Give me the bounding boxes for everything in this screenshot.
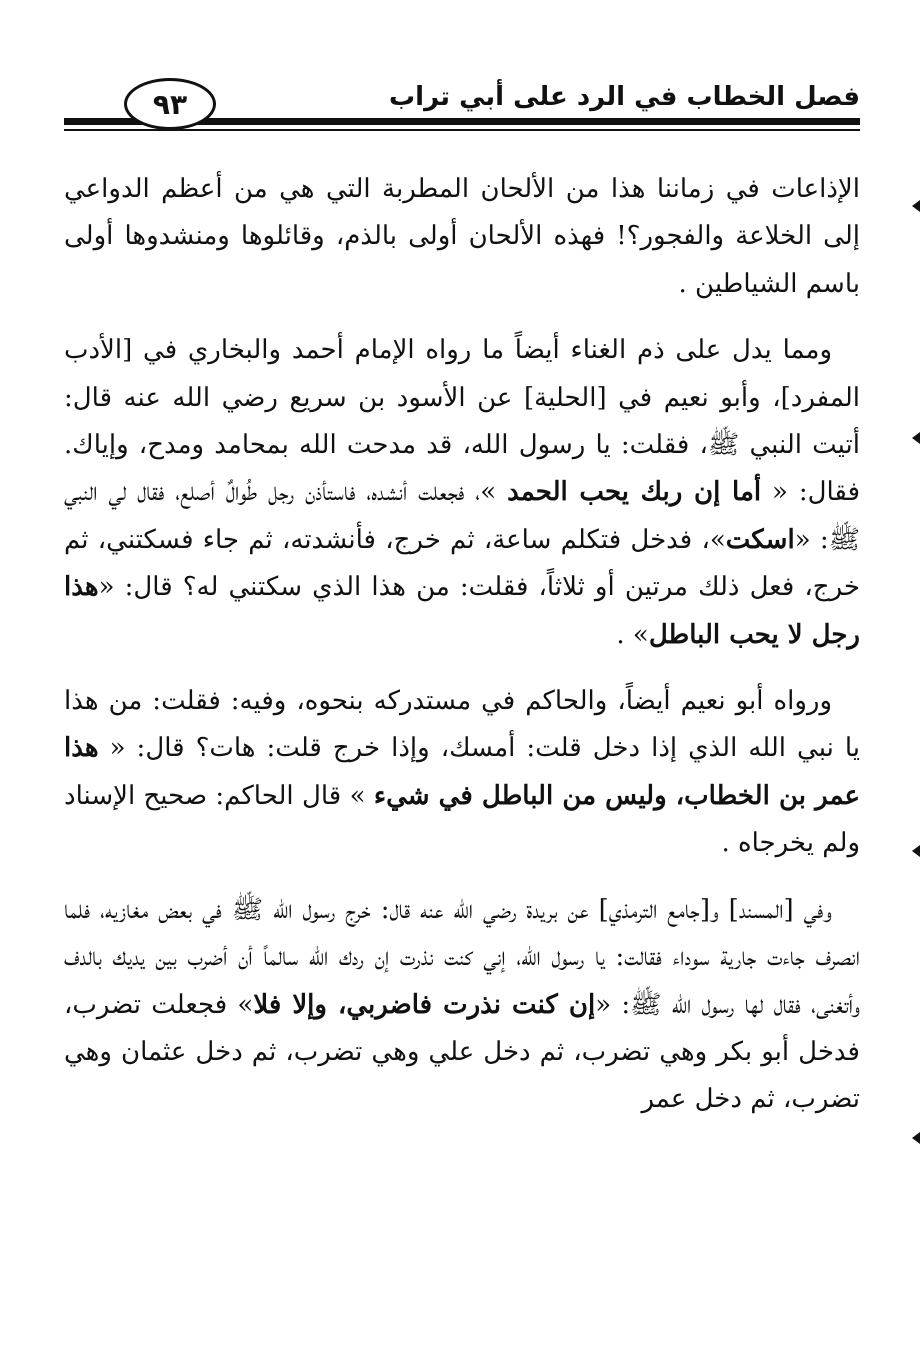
- bold-quote: إن كنت نذرت فاضربي، وإلا فلا: [253, 989, 596, 1020]
- paragraph: [64, 327, 860, 659]
- body-text: [64, 166, 860, 1143]
- text-run: ومما يدل على ذم الغناء أيضاً ما رواه الإمام أحمد والبخاري في [الأدب المفرد]، وأبو نعيم في [الحلية] عن الأسود بن سريع رضي الله عنه قال: أتيت النبي ﷺ، فقلت: يا رسول الله، قد مدحت الله بمحامد ومدح، وإياك. فقال: «: [64, 335, 860, 508]
- bold-quote: هذا رجل لا يحب الباطل: [64, 572, 860, 650]
- text-run: الإذاعات في زماننا هذا من الألحان المطربة التي هي من أعظم الدواعي إلى الخلاعة والفجور؟! فهذه الألحان أولى بالذم، وقائلوها ومنشدوها أولى باسم الشياطين .: [64, 174, 860, 299]
- text-run: » فجعلت تضرب، فدخل أبو بكر وهي تضرب، ثم دخل علي وهي تضرب، ثم دخل عثمان وهي تضرب، ثم دخل عمر: [64, 989, 860, 1115]
- paragraph: [64, 887, 860, 1124]
- text-run: »، فدخل فتكلم ساعة، ثم خرج، فأنشدته، ثم جاء فسكتني، ثم خرج، فعل ذلك مرتين أو ثلاثاً، فقلت: من هذا الذي سكتني له؟ قال: «: [64, 524, 860, 603]
- margin-marker-icon: [912, 432, 920, 444]
- bold-quote: هذا عمر بن الخطاب، وليس من الباطل في شيء: [64, 733, 860, 811]
- margin-marker-icon: [912, 1132, 920, 1144]
- paragraph: [64, 166, 860, 308]
- text-run: » .: [616, 619, 649, 650]
- header-rule-thin: [64, 129, 860, 131]
- text-run: ورواه أبو نعيم أيضاً، والحاكم في مستدركه بنحوه، وفيه: فقلت: من هذا يا نبي الله الذي إذا دخل قلت: أمسك، وإذا خرج قلت: هات؟ قال: «: [64, 686, 860, 764]
- margin-marker-icon: [912, 845, 920, 857]
- text-run: فجعلت أنشده، فاستأذن رجل طُوالٌ أصلع، فقال لي النبي ﷺ: «: [64, 477, 861, 555]
- page-header: [0, 0, 924, 140]
- paragraph: [64, 678, 860, 868]
- bold-quote: اسكت: [725, 524, 795, 555]
- text-run: »،: [464, 477, 508, 508]
- running-title: فصل الخطاب في الرد على أبي تراب: [389, 82, 860, 112]
- bold-quote: أما إن ربك يحب الحمد: [507, 477, 762, 508]
- page-number: ٩٣: [124, 78, 216, 130]
- margin-marker-icon: [912, 200, 920, 212]
- text-run: » قال الحاكم: صحيح الإسناد ولم يخرجاه .: [64, 780, 860, 859]
- text-run: وفي [المسند] و[جامع الترمذي] عن بريدة رضي الله عنه قال: خرج رسول الله ﷺ في بعض مغازيه، فلما انصرف جاءت جارية سوداء فقالت: يا رسول الله، إني كنت نذرت إن ردك الله سالماً أن أضرب بين يديك بالدف وأتغنى، فقال لها رسول الله ﷺ: «: [64, 894, 861, 1020]
